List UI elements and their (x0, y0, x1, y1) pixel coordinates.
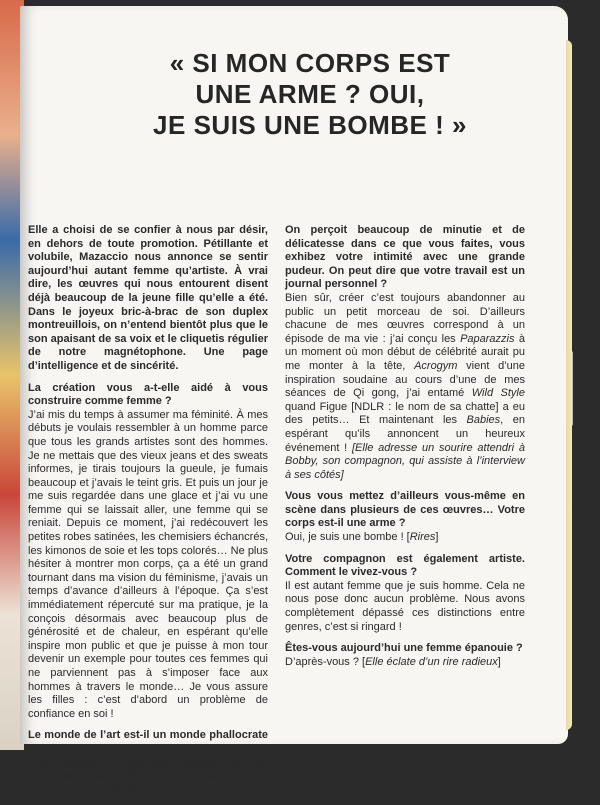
stage-direction: [Elle adresse un sourire attendri à Bobby, son compagnon, qui assiste à l’interview à ses côtés] (285, 441, 525, 481)
answer-text: à un moment où mon début de célébrité aurait pu me monter à la tête, (285, 332, 525, 372)
answer-creation: J’ai mis du temps à assumer ma féminité. À mes débuts je voulais ressembler à un homme parce que tous les grands artistes sont des hommes. Je ne mettais que des vieux jeans et des sweats informes, je tirais toujours la gueule, je fumais beaucoup et j’avais le teint gris. Et puis un jour je me suis regardée dans une glace et j’ai vu une femme qui se laissait aller, une femme qui se reniait. Depuis ce moment, j’ai redécouvert les petites robes satinées, les chemisiers échancrés, les kimonos de soie et les tops colorés… Ne plus hésiter à montrer mon corps, ça a été un grand tournant dans ma vision du féminisme, j’avais un temps d’avance d’ailleurs à l’époque. Ça s’est immédiatement répercuté sur ma pratique, je la conçois désormais avec beaucoup plus de générosité et de chaleur, en espérant qu’elle inspire mon public et que je puisse à mon tour devenir un exemple pour toutes ces femmes qui ne parviennent pas à s’imposer face aux hommes à travers le monde… Je vous assure les filles : c’est d’abord un problème de confiance en soi ! (28, 408, 268, 720)
work-title: Babies (466, 414, 501, 427)
answer-fulfilled (285, 656, 525, 670)
right-column (285, 224, 525, 677)
answer-body-weapon (285, 531, 525, 545)
answer-partner: Il est autant femme que je suis homme. Cela ne nous pose donc aucun problème. Nous avons complètement dépassé ces distinctions entre genres, c’est si ringard ! (285, 579, 525, 633)
article-title (60, 48, 560, 141)
title-line-1: « SI MON CORPS EST (169, 48, 451, 78)
title-line-3: JE SUIS UNE BOMBE ! » (153, 110, 467, 140)
page-block-edge (566, 40, 572, 730)
answer-text: vient d’une inspiration soudaine au cours d’une de mes séances de Qi gong, j’ai entamé (285, 359, 525, 400)
work-title: Wild Style (471, 387, 525, 400)
answer-text: quand Figue [NDLR : le nom de sa chatte] a eu des petits… Et maintenant les (285, 400, 525, 427)
question-journal: On perçoit beaucoup de minutie et de délicatesse dans ce que vous faites, vous exhibez votre intimité avec une grande pudeur. On peut dire que votre travail est un journal personnel ? (285, 224, 525, 291)
answer-text: Croyez-moi, quand on est réconciliée avec sa féminité, on ne se pose plus ce genre de questions. (28, 756, 268, 796)
question-partner: Votre compagnon est également artiste. Comment le vivez-vous ? (285, 552, 525, 579)
title-line-2: UNE ARME ? OUI, (195, 79, 425, 109)
question-body-weapon: Vous vous mettez d’ailleurs vous-même en scène dans plusieurs de ces œuvres… Votre corps est-il une arme ? (285, 490, 525, 530)
question-creation: La création vous a-t-elle aidé à vous construire comme femme ? (28, 381, 268, 408)
answer-text: Oui, je suis une bombe ! [ (285, 531, 410, 544)
answer-text: ] (497, 655, 501, 668)
left-column (28, 224, 268, 805)
stage-direction: [Elle soupire] (28, 756, 102, 769)
answer-art-world (28, 757, 268, 798)
question-fulfilled: Êtes-vous aujourd’hui une femme épanouie ? (285, 642, 523, 655)
stage-direction: Elle éclate d’un rire radieux (365, 655, 498, 668)
question-art-world: Le monde de l’art est-il un monde phallocrate ? (28, 729, 268, 755)
work-title: Paparazzis (460, 332, 515, 345)
answer-text: D’après-vous ? [ (285, 655, 366, 668)
intro-paragraph: Elle a choisi de se confier à nous par désir, en dehors de toute promotion. Pétillante et volubile, Mazaccio nous annonce se sentir aujourd’hui autant femme qu’artiste. À vrai dire, les œuvres qui nous entourent disent déjà beaucoup de la jeune fille qu’elle a été. Dans le joyeux bric-à-brac de son duplex montreuillois, on n’entend bientôt plus que le son apaisant de sa voix et le cliquetis régulier de notre magnétophone. Une page d’intelligence et de sincérité. (28, 224, 268, 372)
stage-direction: Rires (409, 531, 436, 544)
magazine-page (20, 6, 568, 796)
answer-text: Bien sûr, créer c’est toujours abandonner au public un petit morceau de soi. D’ailleurs chacune de mes œuvres correspond à un épisode de ma vie : j’ai conçu les (285, 291, 525, 345)
answer-text: , en espérant qu’ils annoncent un heureux événement ! (285, 414, 525, 454)
work-title: Acrogym (414, 359, 458, 372)
answer-journal (285, 292, 525, 482)
answer-text: ] (435, 531, 439, 544)
